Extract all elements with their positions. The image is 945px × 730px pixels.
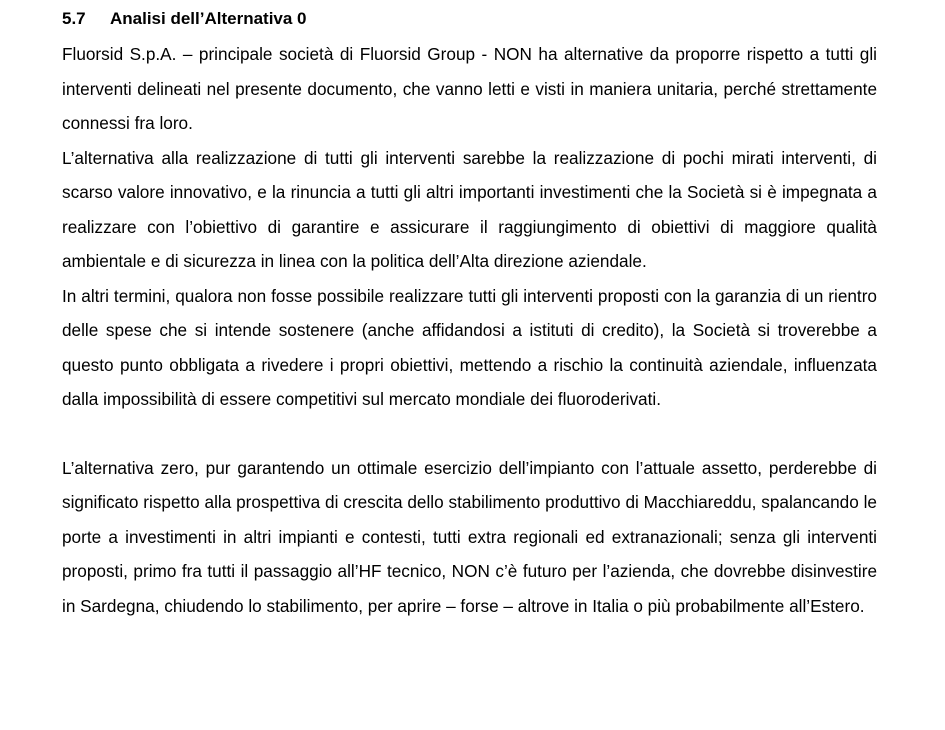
section-number: 5.7 — [62, 9, 86, 28]
section-title: Analisi dell’Alternativa 0 — [110, 9, 307, 28]
paragraph-spacer — [62, 417, 877, 451]
paragraph-4: L’alternativa zero, pur garantendo un ottimale esercizio dell’impianto con l’attuale assetto, perderebbe di significato rispetto alla prospettiva di crescita dello stabilimento produttivo di Macchiareddu, spalancando le porte a investimenti in altri impianti e contesti, tutti extra regionali ed extranazionali; senza gli interventi proposti, primo fra tutti il passaggio all’HF tecnico, NON c’è futuro per l’azienda, che dovrebbe disinvestire in Sardegna, chiudendo lo stabilimento, per aprire – forse – altrove in Italia o più probabilmente all’Estero. — [62, 457, 877, 616]
paragraph-3: In altri termini, qualora non fosse possibile realizzare tutti gli interventi proposti con la garanzia di un rientro delle spese che si intende sostenere (anche affidandosi a istituti di credito), la Società si troverebbe a questo punto obbligata a rivedere i propri obiettivi, mettendo a rischio la continuità aziendale, influenzata dalla impossibilità di essere competitivi sul mercato mondiale dei fluoroderivati. — [62, 285, 877, 409]
document-page — [62, 5, 877, 623]
section-heading — [62, 5, 877, 33]
paragraph-2: L’alternativa alla realizzazione di tutti gli interventi sarebbe la realizzazione di pochi mirati interventi, di scarso valore innovativo, e la rinuncia a tutti gli altri importanti investimenti che la Società si è impegnata a realizzare con l’obiettivo di garantire e assicurare il raggiungimento di obiettivi di maggiore qualità ambientale e di sicurezza in linea con la politica dell’Alta direzione aziendale. — [62, 147, 877, 271]
paragraph-1: Fluorsid S.p.A. – principale società di Fluorsid Group - NON ha alternative da proporre rispetto a tutti gli interventi delineati nel presente documento, che vanno letti e visti in maniera unitaria, perché strettamente connessi fra loro. — [62, 44, 877, 133]
